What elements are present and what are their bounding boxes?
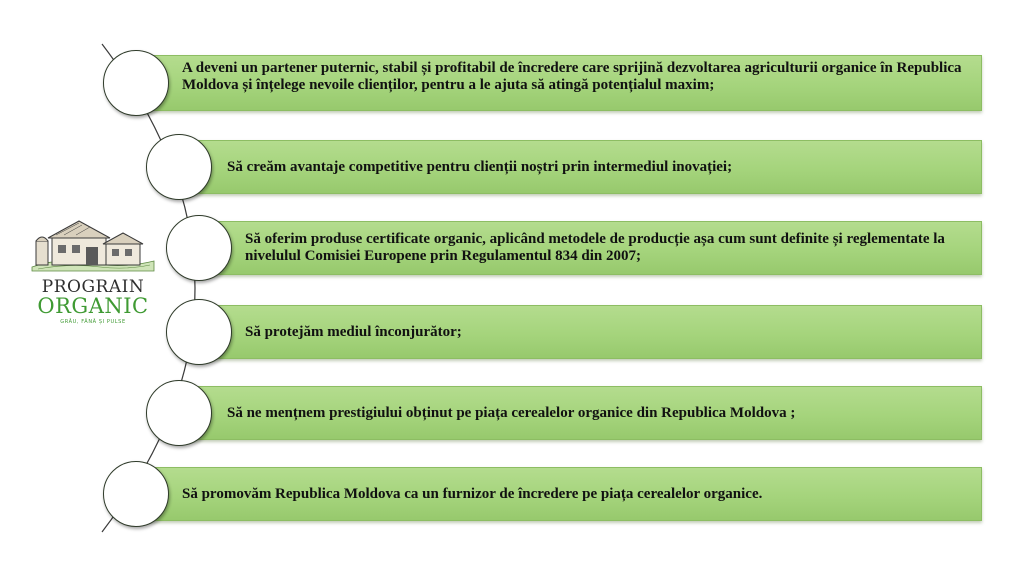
bullet-circle-2 [146,134,212,200]
list-item-3 [199,221,982,275]
logo-wordmark-prograin: PROGRAIN [41,277,145,297]
logo-wordmark-organic: ORGANIC [37,294,149,318]
bullet-circle-5 [146,380,212,446]
bullet-circle-3 [166,215,232,281]
farmhouse-icon [30,215,156,273]
list-item-2 [179,140,982,194]
prograin-organic-logo [18,215,168,345]
bullet-circle-1 [103,50,169,116]
logo-tagline: GRÂU, FÂNĂ ȘI PULSE [60,319,126,325]
list-item-1 [136,55,982,111]
item-text-2: Să creăm avantaje competitive pentru clienții noștri prin intermediul inovației; [227,158,733,175]
item-text-3: Să oferim produse certificate organic, aplicând metodele de producție așa cum sunt definite și reglementate la nivelulul Comisiei Europene prin Regulamentul 834 din 2007; [245,231,945,264]
list-item-6 [136,467,982,521]
list-item-5 [179,386,982,440]
bullet-circle-4 [166,299,232,365]
item-text-5: Să ne mențnem prestigiului obținut pe piața cerealelor organice din Republica Moldova ; [227,404,796,421]
item-text-6: Să promovăm Republica Moldova ca un furnizor de încredere pe piața cerealelor organice. [182,485,763,502]
item-text-1: A deveni un partener puternic, stabil și profitabil de încredere care sprijină dezvoltarea agriculturii organice în Republica Moldova și înțelege nevoile clienților, pentru a le ajuta să atingă potențialul maxim; [182,60,962,93]
bullet-circle-6 [103,461,169,527]
item-text-4: Să protejăm mediul înconjurător; [245,323,462,340]
list-item-4 [199,305,982,359]
